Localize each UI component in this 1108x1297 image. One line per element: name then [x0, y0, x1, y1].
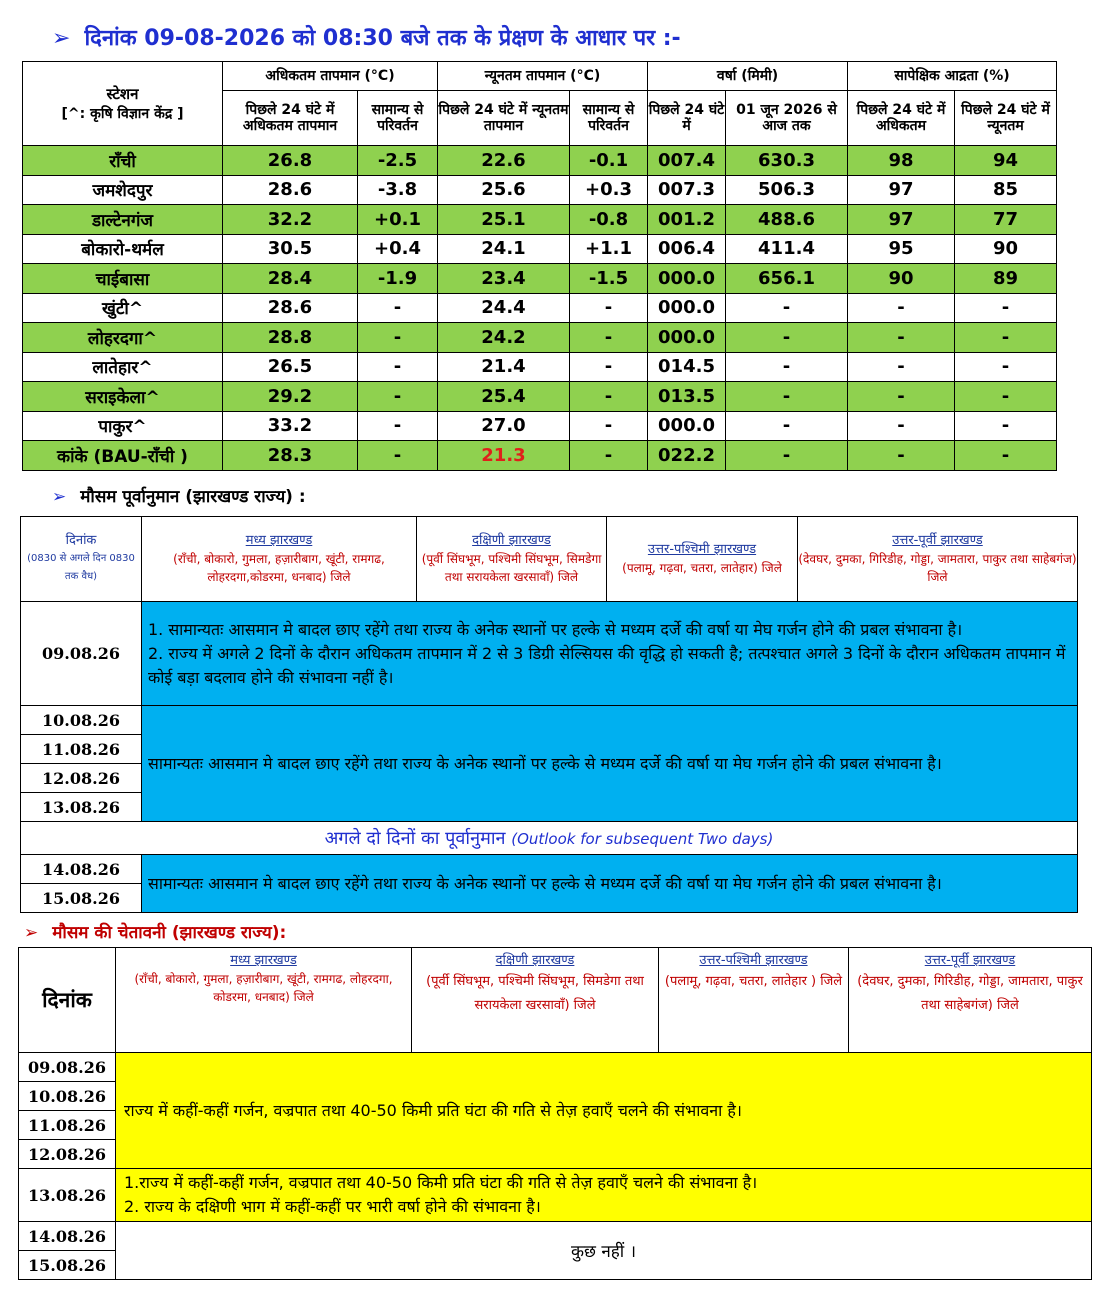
max-temp: 26.5 [223, 352, 358, 382]
min-temp: 21.4 [438, 352, 570, 382]
forecast-text: सामान्यतः आसमान मे बादल छाए रहेंगे तथा राज्य के अनेक स्थानों पर हल्के से मध्यम दर्जे की वर्षा या मेघ गर्जन होने की प्रबल संभावना है। [142, 706, 1078, 822]
central-sub: (राँची, बोकारो, गुमला, हज़ारीबाग, खूंटी, रामगढ, लोहरदगा,कोडरमा, धनबाद) जिले [173, 552, 385, 584]
outlook-english: (Outlook for subsequent Two days) [511, 830, 774, 848]
south-jharkhand-header [412, 948, 659, 1053]
south-jharkhand-header [417, 517, 607, 602]
table-row [23, 323, 1057, 353]
rh-max: - [848, 441, 955, 471]
max-temp: 28.6 [223, 175, 358, 205]
max-temp: 26.8 [223, 146, 358, 176]
max-temp: 28.4 [223, 264, 358, 294]
min-temp: 25.1 [438, 205, 570, 235]
rain-24h: 007.4 [648, 146, 726, 176]
min-dep: -1.5 [570, 264, 648, 294]
forecast-date: 15.08.26 [21, 884, 142, 913]
station-name: पाकुर^ [23, 411, 223, 441]
ne-sub: (देवघर, दुमका, गिरिडीह, गोड्डा, जामतारा, पाकुर तथा साहेबगंज) जिले [798, 552, 1077, 584]
date-head: दिनांक [65, 533, 97, 548]
max-dep: - [358, 352, 438, 382]
max-dep: - [358, 382, 438, 412]
rh-min: - [955, 323, 1057, 353]
rh-min: - [955, 441, 1057, 471]
max-dep: +0.1 [358, 205, 438, 235]
table-row [23, 441, 1057, 471]
max-temp: 33.2 [223, 411, 358, 441]
ne-jharkhand-header [849, 948, 1092, 1053]
forecast-line-1: 1. सामान्यतः आसमान मे बादल छाए रहेंगे तथा राज्य के अनेक स्थानों पर हल्के से मध्यम दर्जे की वर्षा या मेघ गर्जन होने की प्रबल संभावना है। [148, 619, 963, 639]
central-head: मध्य झारखण्ड [245, 533, 313, 548]
humidity-header: सापेक्षिक आद्रता (%) [848, 62, 1057, 91]
forecast-heading [52, 484, 306, 507]
observation-table [22, 61, 1057, 471]
warning-date: 10.08.26 [19, 1082, 116, 1111]
rh-max: 95 [848, 234, 955, 264]
warning-line-1: 1.राज्य में कहीं-कहीं गर्जन, वज्रपात तथा 40-50 किमी प्रति घंटा की गति से तेज़ हवाएँ चलने की संभावना है। [124, 1173, 758, 1192]
nw-jharkhand-header [607, 517, 798, 602]
nw-head: उत्तर-पश्चिमी झारखण्ड [699, 953, 808, 968]
rain-24-header: पिछले 24 घंटे में [648, 91, 726, 146]
warning-text [116, 1169, 1092, 1222]
bullet-arrow-icon: ➢ [52, 26, 71, 51]
nw-sub: (पलामू, गढ़वा, चतरा, लातेहार ) जिले [664, 974, 843, 989]
max-temp: 28.3 [223, 441, 358, 471]
min-dep: - [570, 323, 648, 353]
forecast-text [142, 602, 1078, 706]
min-temp: 23.4 [438, 264, 570, 294]
rain-24h: 001.2 [648, 205, 726, 235]
warning-date: 14.08.26 [19, 1222, 116, 1251]
min-dep: +0.3 [570, 175, 648, 205]
min-temp: 24.4 [438, 293, 570, 323]
outlook-row [21, 822, 1078, 855]
table-row [23, 146, 1057, 176]
min-dep: -0.8 [570, 205, 648, 235]
rain-since-header: 01 जून 2026 से आज तक [726, 91, 848, 146]
warning-date-header: दिनांक [19, 948, 116, 1053]
station-name: राँची [23, 146, 223, 176]
table-row [23, 382, 1057, 412]
table-row [23, 352, 1057, 382]
rain-total: 411.4 [726, 234, 848, 264]
station-name: लातेहार^ [23, 352, 223, 382]
rh-min: - [955, 382, 1057, 412]
rain-total: 630.3 [726, 146, 848, 176]
station-head: स्टेशन [106, 84, 139, 103]
rh-min: 85 [955, 175, 1057, 205]
rain-24h: 006.4 [648, 234, 726, 264]
station-name: जमशेदपुर [23, 175, 223, 205]
warning-text: कुछ नहीं । [116, 1222, 1092, 1280]
max-temp: 29.2 [223, 382, 358, 412]
min-dep: - [570, 411, 648, 441]
min-temp: 22.6 [438, 146, 570, 176]
warning-date: 12.08.26 [19, 1140, 116, 1169]
rh-min: 89 [955, 264, 1057, 294]
forecast-heading-text: मौसम पूर्वानुमान (झारखण्ड राज्य) : [80, 487, 306, 507]
outlook-text: सामान्यतः आसमान मे बादल छाए रहेंगे तथा राज्य के अनेक स्थानों पर हल्के से मध्यम दर्जे की वर्षा या मेघ गर्जन होने की प्रबल संभावना है। [142, 855, 1078, 913]
max-dep: - [358, 441, 438, 471]
table-row [23, 411, 1057, 441]
forecast-date: 09.08.26 [21, 602, 142, 706]
rain-24h: 000.0 [648, 264, 726, 294]
rain-24h: 022.2 [648, 441, 726, 471]
station-note: [^: कृषि विज्ञान केंद्र ] [61, 105, 184, 122]
max-temp: 28.6 [223, 293, 358, 323]
max-temp-header: अधिकतम तापमान (°C) [223, 62, 438, 91]
forecast-date: 11.08.26 [21, 735, 142, 764]
max-temp: 32.2 [223, 205, 358, 235]
max-dep: -3.8 [358, 175, 438, 205]
max-dep: -2.5 [358, 146, 438, 176]
forecast-date: 10.08.26 [21, 706, 142, 735]
rh-min: - [955, 352, 1057, 382]
rh-min-header: पिछले 24 घंटे में न्यूनतम [955, 91, 1057, 146]
central-jharkhand-header [116, 948, 412, 1053]
rain-total: 506.3 [726, 175, 848, 205]
table-row [23, 264, 1057, 294]
rh-min: - [955, 411, 1057, 441]
max-temp: 30.5 [223, 234, 358, 264]
forecast-table [20, 516, 1078, 913]
min-dep: +1.1 [570, 234, 648, 264]
rh-max: 97 [848, 205, 955, 235]
warning-date: 15.08.26 [19, 1251, 116, 1280]
central-jharkhand-header [142, 517, 417, 602]
ne-sub: (देवघर, दुमका, गिरिडीह, गोड्डा, जामतारा, पाकुर तथा साहेबगंज) जिले [857, 974, 1083, 1013]
warning-text: राज्य में कहीं-कहीं गर्जन, वज्रपात तथा 40-50 किमी प्रति घंटा की गति से तेज़ हवाएँ चलने की संभावना है। [116, 1053, 1092, 1169]
forecast-date-header [21, 517, 142, 602]
max-dep: - [358, 293, 438, 323]
max-temp: 28.8 [223, 323, 358, 353]
rain-total: - [726, 352, 848, 382]
rh-max: 90 [848, 264, 955, 294]
max-dep: -1.9 [358, 264, 438, 294]
forecast-line-2: 2. राज्य में अगले 2 दिनों के दौरान अधिकतम तापमान में 2 से 3 डिग्री सेल्सियस की वृद्धि हो सकती है; तत्पश्चात अगले 3 दिनों के दौरान अधिकतम तापमान में कोई बड़ा बदलाव होने की संभावना नहीं है। [148, 643, 1066, 687]
rh-max: - [848, 293, 955, 323]
rh-min: 90 [955, 234, 1057, 264]
rain-24h: 000.0 [648, 411, 726, 441]
bullet-arrow-icon: ➢ [52, 487, 67, 507]
table-row [23, 234, 1057, 264]
south-head: दक्षिणी झारखण्ड [495, 953, 575, 968]
rh-min: 77 [955, 205, 1057, 235]
central-sub: (राँची, बोकारो, गुमला, हज़ारीबाग, खूंटी, रामगढ, लोहरदगा, कोडरमा, धनबाद) जिले [134, 972, 393, 1004]
min-temp-header: न्यूनतम तापमान (°C) [438, 62, 648, 91]
rain-total: - [726, 441, 848, 471]
rh-min: 94 [955, 146, 1057, 176]
min-dep: -0.1 [570, 146, 648, 176]
min-24-header: पिछले 24 घंटे में न्यूनतम तापमान [438, 91, 570, 146]
warning-table [18, 947, 1092, 1280]
rain-total: 488.6 [726, 205, 848, 235]
station-name: बोकारो-थर्मल [23, 234, 223, 264]
table-row [23, 205, 1057, 235]
forecast-date: 14.08.26 [21, 855, 142, 884]
station-name: डाल्टेनगंज [23, 205, 223, 235]
table-row [23, 175, 1057, 205]
max-dep: - [358, 323, 438, 353]
rain-total: - [726, 382, 848, 412]
min-dep: - [570, 382, 648, 412]
forecast-date: 12.08.26 [21, 764, 142, 793]
south-head: दक्षिणी झारखण्ड [472, 533, 551, 548]
min-temp: 24.2 [438, 323, 570, 353]
forecast-date: 13.08.26 [21, 793, 142, 822]
rain-24h: 014.5 [648, 352, 726, 382]
rain-total: - [726, 293, 848, 323]
bullet-arrow-icon: ➢ [24, 923, 39, 943]
station-header [23, 62, 223, 146]
rh-max-header: पिछले 24 घंटे में अधिकतम [848, 91, 955, 146]
station-name: कांके (BAU-राँची ) [23, 441, 223, 471]
nw-sub: (पलामू, गढ़वा, चतरा, लातेहार) जिले [622, 561, 782, 575]
rain-24h: 007.3 [648, 175, 726, 205]
warning-heading-text: मौसम की चेतावनी (झारखण्ड राज्य): [52, 923, 287, 943]
rain-24h: 000.0 [648, 323, 726, 353]
rh-max: - [848, 323, 955, 353]
min-dep-header: सामान्य से परिवर्तन [570, 91, 648, 146]
rh-min: - [955, 293, 1057, 323]
min-dep: - [570, 293, 648, 323]
rh-max: 98 [848, 146, 955, 176]
min-temp: 21.3 [438, 441, 570, 471]
south-sub: (पूर्वी सिंघभूम, पश्चिमी सिंघभूम, सिमडेगा तथा सरायकेला खरसावाँ) जिले [426, 974, 644, 1013]
ne-head: उत्तर-पूर्वी झारखण्ड [892, 533, 983, 548]
warning-date: 13.08.26 [19, 1169, 116, 1222]
max-dep: +0.4 [358, 234, 438, 264]
nw-jharkhand-header [659, 948, 849, 1053]
rh-max: - [848, 352, 955, 382]
date-sub: (0830 से अगले दिन 0830 तक वैध) [27, 553, 135, 582]
min-temp: 24.1 [438, 234, 570, 264]
min-temp: 27.0 [438, 411, 570, 441]
rain-total: - [726, 323, 848, 353]
ne-jharkhand-header [798, 517, 1078, 602]
rh-max: 97 [848, 175, 955, 205]
min-temp: 25.4 [438, 382, 570, 412]
min-temp: 25.6 [438, 175, 570, 205]
warning-line-2: 2. राज्य के दक्षिणी भाग में कहीं-कहीं पर भारी वर्षा होने की संभावना है। [124, 1197, 541, 1216]
min-dep: - [570, 352, 648, 382]
warning-heading [24, 920, 286, 943]
ne-head: उत्तर-पूर्वी झारखण्ड [924, 953, 1016, 968]
min-dep: - [570, 441, 648, 471]
rh-max: - [848, 382, 955, 412]
warning-date: 09.08.26 [19, 1053, 116, 1082]
title-text: दिनांक 09-08-2026 को 08:30 बजे तक के प्रेक्षण के आधार पर :- [84, 26, 681, 51]
central-head: मध्य झारखण्ड [230, 953, 297, 968]
max-dep: - [358, 411, 438, 441]
max-24-header: पिछले 24 घंटे में अधिकतम तापमान [223, 91, 358, 146]
rain-total: 656.1 [726, 264, 848, 294]
warning-date: 11.08.26 [19, 1111, 116, 1140]
south-sub: (पूर्वी सिंघभूम, पश्चिमी सिंघभूम, सिमडेगा तथा सरायकेला खरसावाँ) जिले [421, 552, 602, 584]
rainfall-header: वर्षा (मिमी) [648, 62, 848, 91]
max-dep-header: सामान्य से परिवर्तन [358, 91, 438, 146]
outlook-hindi: अगले दो दिनों का पूर्वानुमान [324, 828, 506, 849]
rh-max: - [848, 411, 955, 441]
station-name: लोहरदगा^ [23, 323, 223, 353]
rain-24h: 013.5 [648, 382, 726, 412]
nw-head: उत्तर-पश्चिमी झारखण्ड [647, 542, 757, 557]
rain-total: - [726, 411, 848, 441]
station-name: चाईबासा [23, 264, 223, 294]
rain-24h: 000.0 [648, 293, 726, 323]
table-row [23, 293, 1057, 323]
station-name: सराइकेला^ [23, 382, 223, 412]
station-name: खुंटी^ [23, 293, 223, 323]
page-title [52, 22, 681, 52]
